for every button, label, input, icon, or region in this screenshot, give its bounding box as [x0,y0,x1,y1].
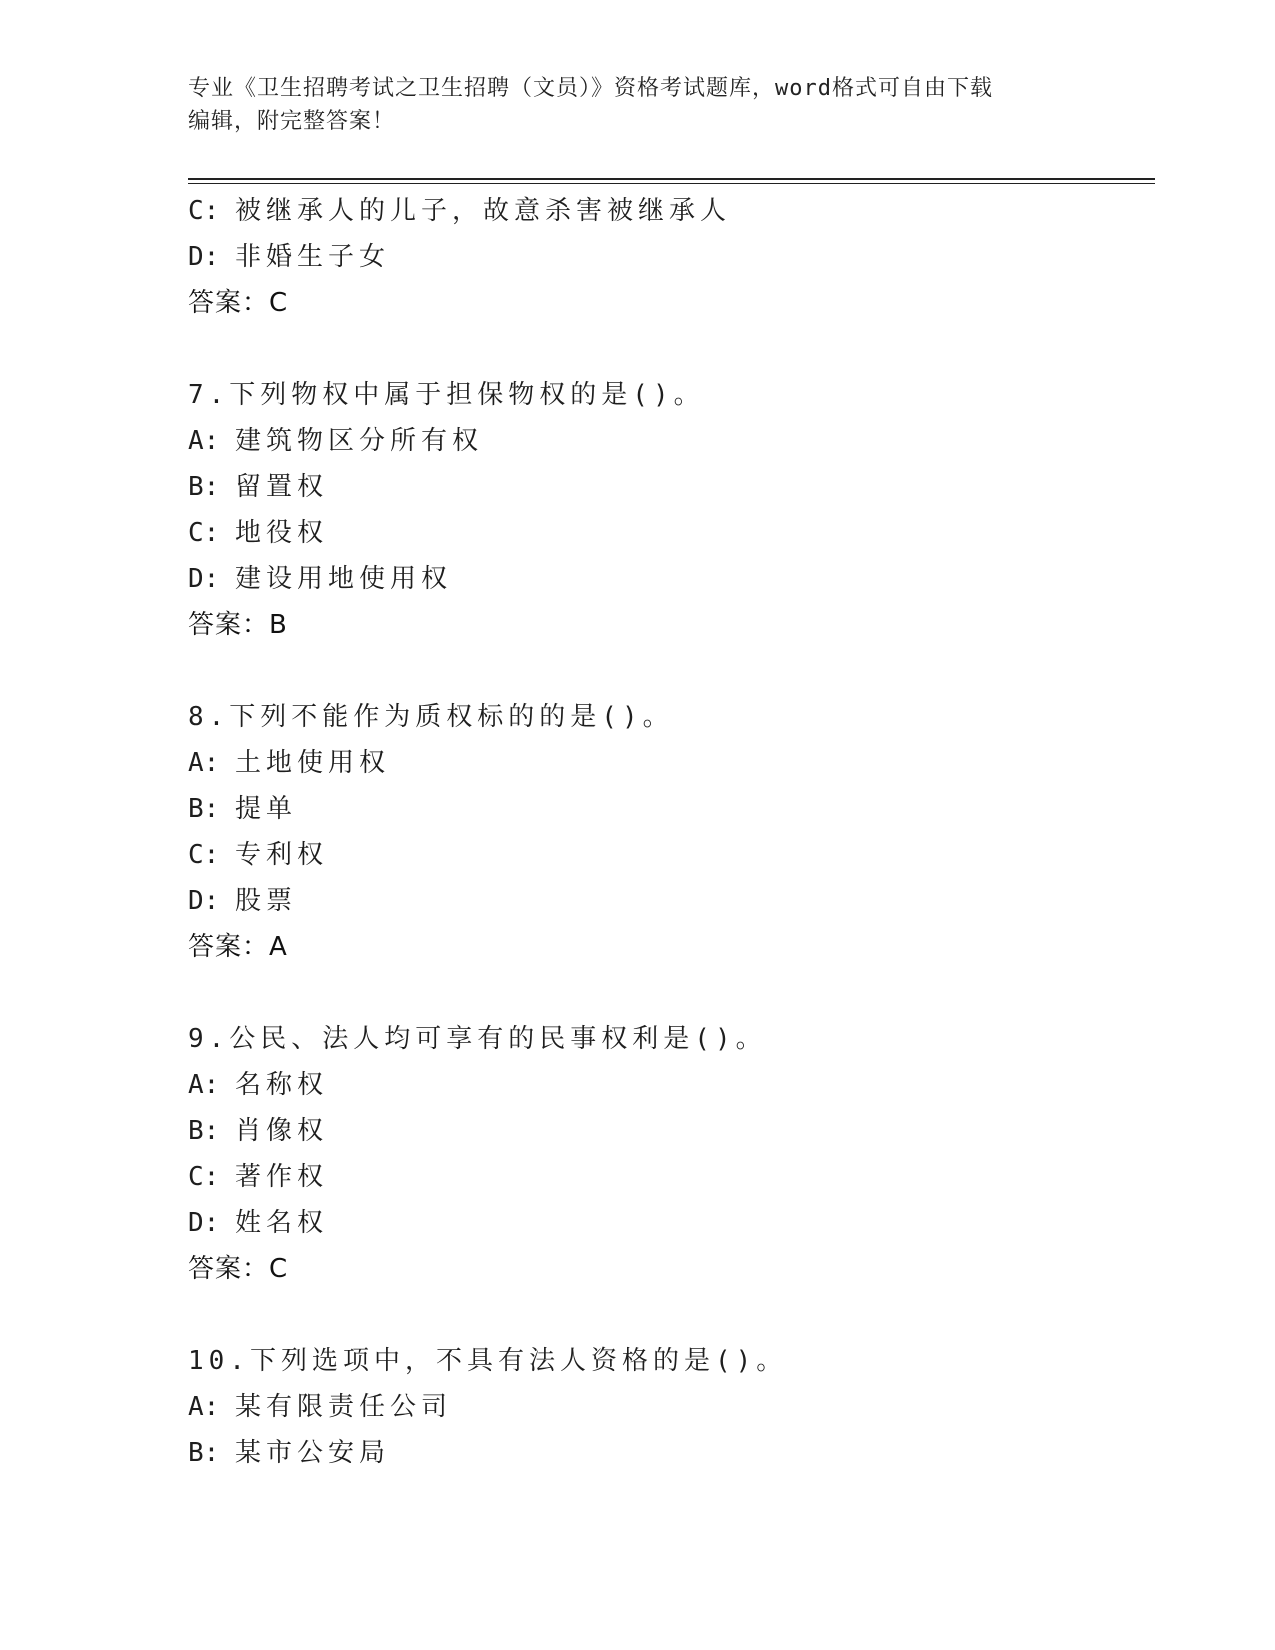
option-line [188,188,1148,234]
option-line [188,1108,1148,1154]
option-separator: : [203,1116,235,1146]
question-continued [188,188,1148,326]
option-text: 土地使用权 [234,748,390,778]
option-text: 建筑物区分所有权 [234,426,483,456]
question-title: 7.下列物权中属于担保物权的是()。 [188,380,705,410]
option-separator: : [203,1162,235,1192]
option-text: 专利权 [234,840,328,870]
header-line-2: 编辑，附完整答案！ [188,109,396,134]
option-text: 股票 [234,886,297,916]
option-text: 留置权 [234,472,328,502]
option-letter: B [188,1116,204,1146]
option-text: 建设用地使用权 [234,564,452,594]
option-letter: A [188,748,204,778]
option-text: 提单 [234,794,297,824]
option-separator: : [203,840,235,870]
option-line [188,1200,1148,1246]
option-separator: : [203,426,235,456]
answer-line: 答案：A [188,932,288,962]
answer-line: 答案：C [188,1254,289,1284]
question-title: 8.下列不能作为质权标的的是()。 [188,702,674,732]
option-text: 姓名权 [234,1208,328,1238]
header-divider-thick [188,178,1155,180]
option-letter: C [188,840,204,870]
answer-line: 答案：C [188,288,289,318]
option-line [188,234,1148,280]
option-text: 被继承人的儿子，故意杀害被继承人 [234,196,731,226]
header-divider-thin [188,183,1155,184]
option-separator: : [203,564,235,594]
option-separator: : [203,518,235,548]
option-letter: C [188,196,204,226]
option-text: 非婚生子女 [234,242,390,272]
question-10 [188,1338,1148,1476]
option-text: 肖像权 [234,1116,328,1146]
option-separator: : [203,472,235,502]
option-text: 某有限责任公司 [234,1392,452,1422]
question-title: 9.公民、法人均可享有的民事权利是()。 [188,1024,767,1054]
option-letter: D [188,242,204,272]
option-line [188,464,1148,510]
option-letter: B [188,794,204,824]
option-letter: C [188,1162,204,1192]
option-line [188,1430,1148,1476]
option-text: 地役权 [234,518,328,548]
document-header [188,72,1088,138]
option-text: 某市公安局 [234,1438,390,1468]
option-line [188,832,1148,878]
header-line-1: 专业《卫生招聘考试之卫生招聘（文员）》资格考试题库，word格式可自由下载 [188,76,993,101]
option-letter: A [188,1070,204,1100]
option-line [188,510,1148,556]
option-line [188,786,1148,832]
option-letter: D [188,564,204,594]
option-separator: : [203,748,235,778]
option-letter: B [188,1438,204,1468]
option-line [188,878,1148,924]
option-separator: : [203,242,235,272]
option-letter: B [188,472,204,502]
option-line [188,1154,1148,1200]
option-separator: : [203,886,235,916]
option-separator: : [203,1208,235,1238]
option-separator: : [203,1070,235,1100]
option-line [188,740,1148,786]
question-7 [188,372,1148,648]
option-line [188,418,1148,464]
question-list [188,188,1148,1476]
option-text: 著作权 [234,1162,328,1192]
option-separator: : [203,196,235,226]
question-title: 10.下列选项中，不具有法人资格的是()。 [188,1346,788,1376]
question-9 [188,1016,1148,1292]
answer-line: 答案：B [188,610,288,640]
option-separator: : [203,794,235,824]
option-line [188,1062,1148,1108]
option-text: 名称权 [234,1070,328,1100]
question-8 [188,694,1148,970]
option-line [188,1384,1148,1430]
option-letter: A [188,426,204,456]
option-line [188,556,1148,602]
option-separator: : [203,1392,235,1422]
option-separator: : [203,1438,235,1468]
option-letter: A [188,1392,204,1422]
option-letter: D [188,1208,204,1238]
option-letter: C [188,518,204,548]
option-letter: D [188,886,204,916]
